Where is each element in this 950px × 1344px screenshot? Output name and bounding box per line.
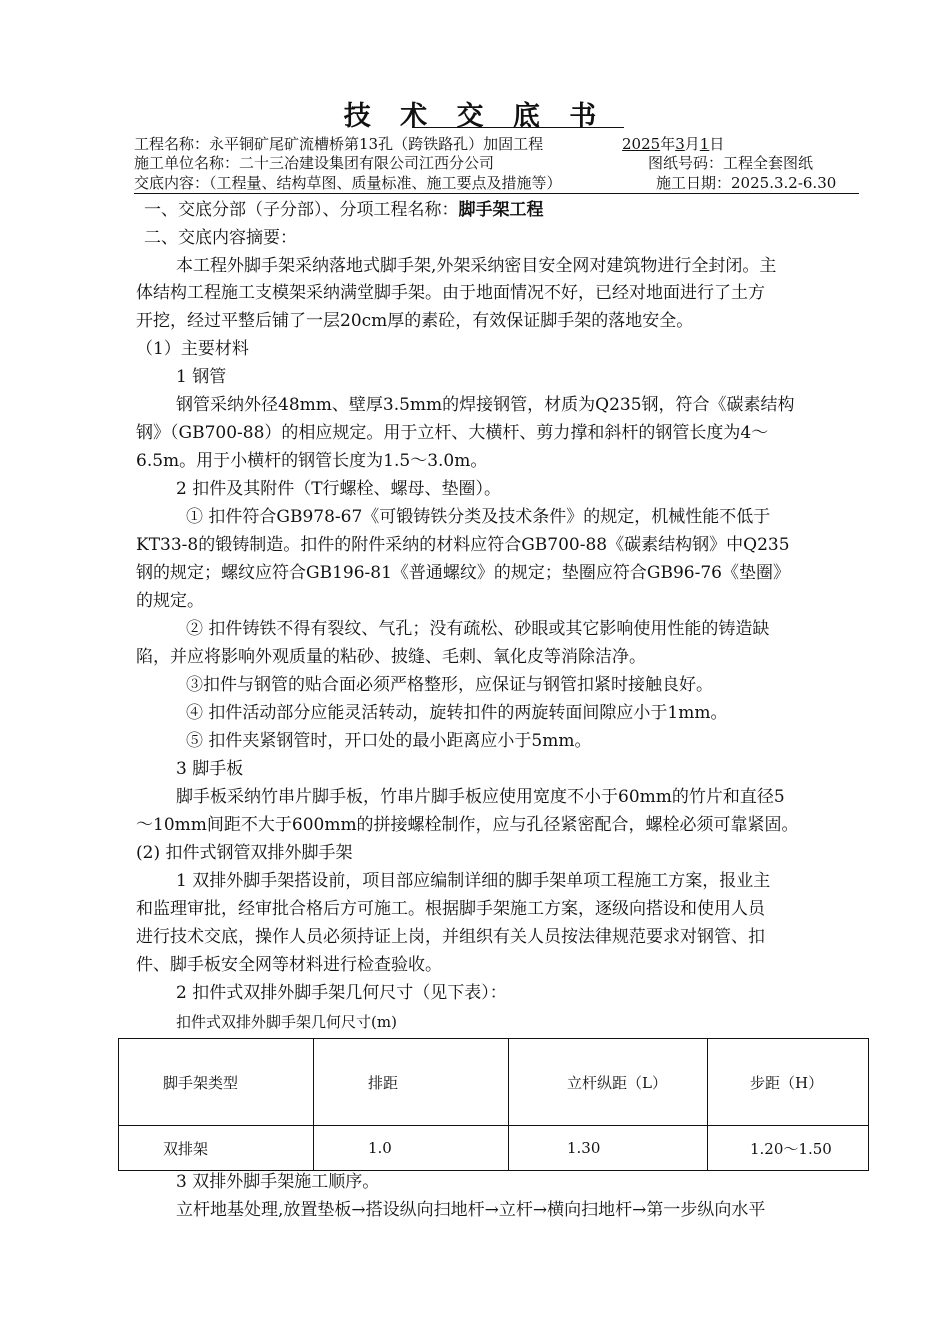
text-line: ③扣件与钢管的贴合面必须严格整形，应保证与钢管扣紧时接触良好。 — [186, 675, 713, 695]
unit-name: 二十三冶建设集团有限公司江西分公司 — [239, 154, 495, 172]
date-day: 1 — [699, 135, 710, 153]
table-cell: 1.0 — [314, 1126, 509, 1171]
item-heading: 3 双排外脚手架施工顺序。 — [176, 1172, 380, 1192]
text-line: 陷，并应将影响外观质量的粘砂、披缝、毛刺、氧化皮等消除洁净。 — [136, 647, 646, 667]
text-line: ～10mm间距不大于600mm的拼接螺栓制作，应与孔径紧密配合，螺栓必须可靠紧固。 — [136, 815, 799, 835]
date-day-unit: 日 — [709, 135, 725, 153]
item-heading: 3 脚手板 — [176, 759, 244, 779]
item-heading: 1 钢管 — [176, 367, 227, 387]
text-line: 体结构工程施工支模架采纳满堂脚手架。由于地面情况不好，已经对地面进行了土方 — [136, 283, 765, 303]
text-line: KT33-8的锻铸制造。扣件的附件采纳的材料应符合GB700-88《碳素结构钢》中Q235 — [136, 535, 790, 555]
text-line: 钢管采纳外径48mm、壁厚3.5mm的焊接钢管，材质为Q235钢，符合《碳素结构 — [176, 395, 795, 415]
text-line: 进行技术交底，操作人员必须持证上岗，并组织有关人员按法律规范要求对钢管、扣 — [136, 927, 765, 947]
section-1-heading — [144, 198, 544, 222]
title-underline — [412, 127, 624, 128]
geometry-table — [118, 1038, 869, 1171]
drawing-label: 图纸号码： — [648, 154, 724, 172]
table-header-cell: 排距 — [314, 1039, 509, 1126]
project-name: 永平铜矿尾矿流槽桥第13孔（跨铁路孔）加固工程 — [209, 135, 544, 153]
table-row — [119, 1126, 869, 1171]
text-line: 的规定。 — [136, 591, 204, 611]
subsection-heading: (2) 扣件式钢管双排外脚手架 — [136, 843, 353, 863]
text-line: 本工程外脚手架采纳落地式脚手架,外架采纳密目安全网对建筑物进行全封闭。主 — [176, 256, 777, 276]
period-value: 2025.3.2-6.30 — [731, 174, 837, 192]
text-line: ⑤ 扣件夹紧钢管时，开口处的最小距离应小于5mm。 — [186, 731, 592, 751]
table-header-cell: 步距（H） — [708, 1039, 869, 1126]
text-line: 钢》（GB700-88）的相应规定。用于立杆、大横杆、剪力撑和斜杆的钢管长度为4～ — [136, 423, 769, 443]
text-line: 1 双排外脚手架搭设前，项目部应编制详细的脚手架单项工程施工方案，报业主 — [176, 871, 771, 891]
item-heading: 2 扣件及其附件（T行螺栓、螺母、垫圈）。 — [176, 479, 502, 499]
header-divider — [134, 193, 859, 194]
document-date — [622, 134, 724, 154]
text-line: 和监理审批，经审批合格后方可施工。根据脚手架施工方案，逐级向搭设和使用人员 — [136, 899, 765, 919]
section-2-heading: 二、交底内容摘要： — [144, 228, 297, 248]
page-title: 技 术 交 底 书 — [343, 101, 607, 132]
text-line: 脚手板采纳竹串片脚手板，竹串片脚手板应使用宽度不小于60mm的竹片和直径5 — [176, 787, 785, 807]
period-label: 施工日期： — [656, 174, 732, 192]
content-value: （工程量、结构草图、质量标准、施工要点及措施等） — [209, 174, 562, 192]
text-line: ② 扣件铸铁不得有裂纹、气孔；没有疏松、砂眼或其它影响使用性能的铸造缺 — [186, 619, 770, 639]
content-label: 交底内容： — [134, 174, 210, 192]
text-line: 开挖，经过平整后铺了一层20cm厚的素砼，有效保证脚手架的落地安全。 — [136, 311, 694, 331]
table-header-cell: 立杆纵距（L） — [509, 1039, 708, 1126]
date-year-unit: 年 — [660, 135, 676, 153]
project-label: 工程名称： — [134, 135, 210, 153]
date-month-unit: 月 — [684, 135, 700, 153]
text-line: ① 扣件符合GB978-67《可锻铸铁分类及技术条件》的规定，机械性能不低于 — [186, 507, 771, 527]
table-cell: 双排架 — [119, 1126, 314, 1171]
text-line: 6.5m。用于小横杆的钢管长度为1.5～3.0m。 — [136, 451, 488, 471]
table-header-row — [119, 1039, 869, 1126]
table-header-cell: 脚手架类型 — [119, 1039, 314, 1126]
table-cell: 1.30 — [509, 1126, 708, 1171]
drawing-number-row — [648, 153, 813, 173]
section-1-label: 一、交底分部（子分部）、分项工程名称： — [144, 200, 459, 220]
handover-content-row — [134, 173, 562, 193]
drawing-value: 工程全套图纸 — [723, 154, 814, 172]
project-name-row — [134, 134, 543, 154]
date-year: 2025 — [622, 135, 661, 153]
construction-date-row — [656, 173, 836, 193]
text-line: 立杆地基处理,放置垫板→搭设纵向扫地杆→立杆→横向扫地杆→第一步纵向水平 — [176, 1200, 766, 1220]
text-line: ④ 扣件活动部分应能灵活转动，旋转扣件的两旋转面间隙应小于1mm。 — [186, 703, 728, 723]
section-1-value: 脚手架工程 — [458, 200, 544, 220]
text-line: 钢的规定；螺纹应符合GB196-81《普通螺纹》的规定；垫圈应符合GB96-76《垫圈》 — [136, 563, 790, 583]
text-line: 件、脚手板安全网等材料进行检查验收。 — [136, 955, 442, 975]
table-cell: 1.20～1.50 — [708, 1126, 869, 1171]
construction-unit-row — [134, 153, 494, 173]
item-heading: 2 扣件式双排外脚手架几何尺寸（见下表）： — [176, 983, 507, 1003]
unit-label: 施工单位名称： — [134, 154, 240, 172]
table-caption: 扣件式双排外脚手架几何尺寸(m) — [176, 1013, 397, 1031]
date-month: 3 — [675, 135, 685, 153]
subsection-heading: （1）主要材料 — [136, 339, 249, 359]
